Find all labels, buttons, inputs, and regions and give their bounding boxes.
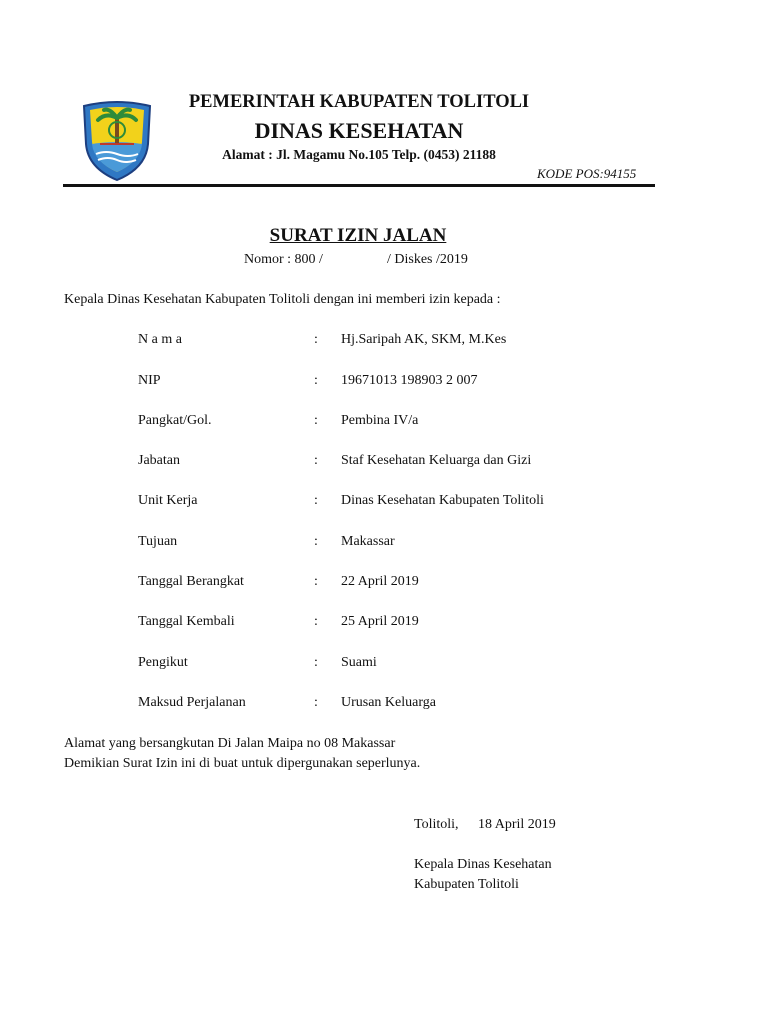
field-value: Pembina IV/a xyxy=(341,413,419,428)
field-label: N a m a xyxy=(138,332,182,347)
field-value: 25 April 2019 xyxy=(341,614,419,629)
government-name: PEMERINTAH KABUPATEN TOLITOLI xyxy=(188,92,530,112)
department-name: DINAS KESEHATAN xyxy=(254,118,464,143)
field-label: Maksud Perjalanan xyxy=(138,695,246,710)
field-row-purpose xyxy=(0,695,768,715)
field-row-name xyxy=(0,332,768,352)
field-label: Jabatan xyxy=(138,453,180,468)
regency-coat-of-arms-icon xyxy=(80,100,154,182)
letter-number-suffix: / Diskes /2019 xyxy=(387,252,468,267)
office-address: Alamat : Jl. Magamu No.105 Telp. (0453) 21188 xyxy=(222,147,496,162)
field-separator: : xyxy=(314,332,318,347)
field-row-rank xyxy=(0,413,768,433)
field-separator: : xyxy=(314,695,318,710)
signature-place: Tolitoli, xyxy=(414,817,459,832)
field-separator: : xyxy=(314,574,318,589)
field-row-work-unit xyxy=(0,493,768,513)
field-value: Staf Kesehatan Keluarga dan Gizi xyxy=(341,453,532,468)
field-separator: : xyxy=(314,614,318,629)
field-label: NIP xyxy=(138,373,161,388)
signature-date: 18 April 2019 xyxy=(478,817,556,832)
field-value: Makassar xyxy=(341,534,395,549)
field-label: Tanggal Kembali xyxy=(138,614,235,629)
letter-title: SURAT IZIN JALAN xyxy=(269,225,447,246)
intro-paragraph: Kepala Dinas Kesehatan Kabupaten Tolitoli dengan ini memberi izin kepada : xyxy=(64,292,501,307)
field-separator: : xyxy=(314,534,318,549)
field-row-departure-date xyxy=(0,574,768,594)
field-label: Pengikut xyxy=(138,655,188,670)
field-value: 19671013 198903 2 007 xyxy=(341,373,478,388)
field-value: Suami xyxy=(341,655,377,670)
field-row-return-date xyxy=(0,614,768,634)
field-value: Dinas Kesehatan Kabupaten Tolitoli xyxy=(341,493,544,508)
closing-statement: Demikian Surat Izin ini di buat untuk dipergunakan seperlunya. xyxy=(64,756,421,771)
field-label: Pangkat/Gol. xyxy=(138,413,212,428)
closing-address-line: Alamat yang bersangkutan Di Jalan Maipa no 08 Makassar xyxy=(64,736,396,751)
field-value: 22 April 2019 xyxy=(341,574,419,589)
field-value: Urusan Keluarga xyxy=(341,695,436,710)
postal-code: KODE POS:94155 xyxy=(537,166,637,181)
field-row-destination xyxy=(0,534,768,554)
field-separator: : xyxy=(314,453,318,468)
field-row-nip xyxy=(0,373,768,393)
field-value: Hj.Saripah AK, SKM, M.Kes xyxy=(341,332,507,347)
signatory-title: Kepala Dinas Kesehatan xyxy=(414,857,552,872)
letterhead-divider xyxy=(63,184,655,187)
field-separator: : xyxy=(314,373,318,388)
signatory-office: Kabupaten Tolitoli xyxy=(414,877,519,892)
field-separator: : xyxy=(314,413,318,428)
field-label: Tujuan xyxy=(138,534,178,549)
field-label: Unit Kerja xyxy=(138,493,198,508)
field-row-position xyxy=(0,453,768,473)
letter-number-label: Nomor : 800 / xyxy=(244,252,323,267)
field-separator: : xyxy=(314,493,318,508)
field-row-companion xyxy=(0,655,768,675)
field-label: Tanggal Berangkat xyxy=(138,574,244,589)
field-separator: : xyxy=(314,655,318,670)
